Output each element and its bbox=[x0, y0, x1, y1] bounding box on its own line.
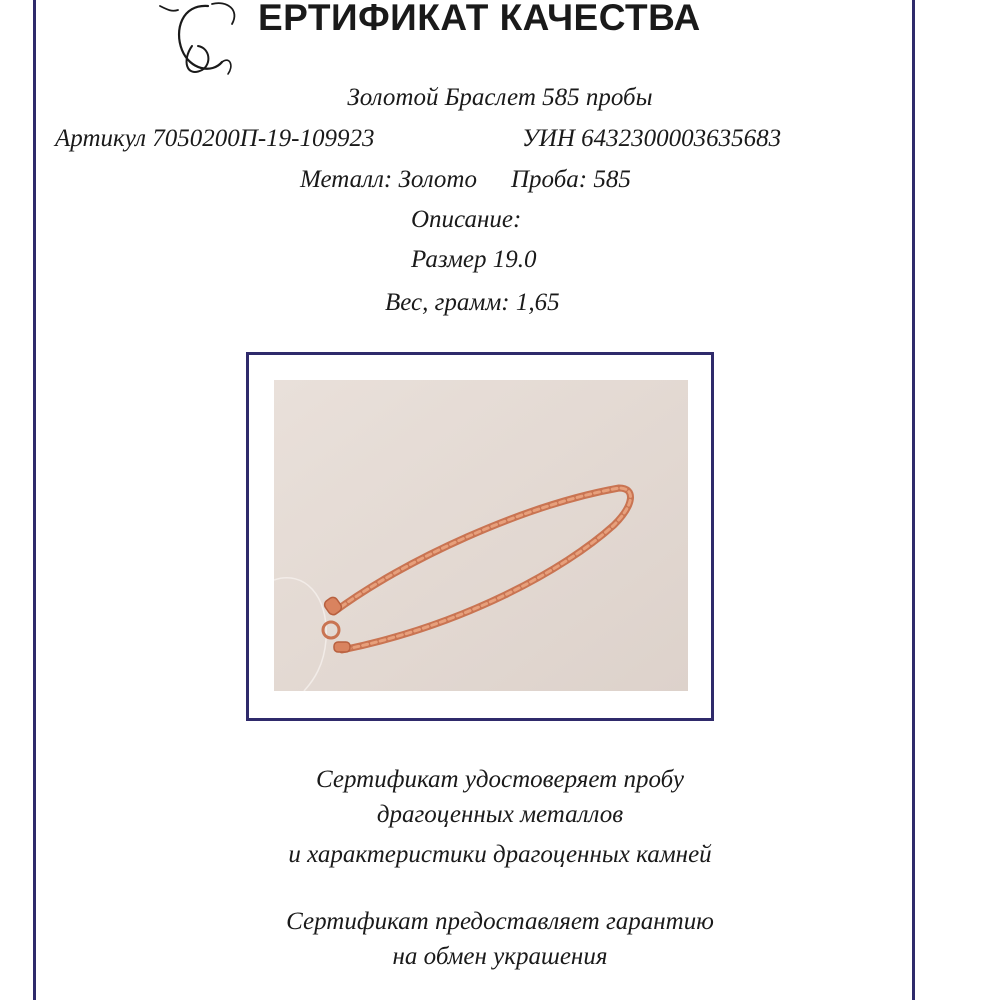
article-number: Артикул 7050200П-19-109923 bbox=[55, 125, 375, 152]
product-photo-frame bbox=[246, 352, 714, 721]
product-name: Золотой Браслет 585 пробы bbox=[347, 84, 653, 111]
description-label: Описание: bbox=[411, 206, 522, 233]
assay-value: Проба: 585 bbox=[511, 166, 631, 193]
statement1-line1: Сертификат удостоверяет пробу bbox=[316, 766, 684, 793]
uin-number: УИН 6432300003635683 bbox=[522, 125, 782, 152]
statement2-line2: на обмен украшения bbox=[392, 943, 608, 970]
bracelet-image bbox=[274, 380, 688, 691]
metal-value: Металл: Золото bbox=[300, 166, 477, 193]
weight-value: Вес, грамм: 1,65 bbox=[385, 289, 560, 316]
statement1-line3: и характеристики драгоценных камней bbox=[288, 841, 712, 868]
size-value: Размер 19.0 bbox=[411, 246, 537, 273]
statement2-line1: Сертификат предоставляет гарантию bbox=[286, 908, 714, 935]
statement1-line2: драгоценных металлов bbox=[376, 801, 624, 828]
product-photo bbox=[274, 380, 688, 691]
certificate-title: ЕРТИФИКАТ КАЧЕСТВА bbox=[258, 0, 701, 38]
calligraphic-c-icon bbox=[152, 0, 264, 78]
